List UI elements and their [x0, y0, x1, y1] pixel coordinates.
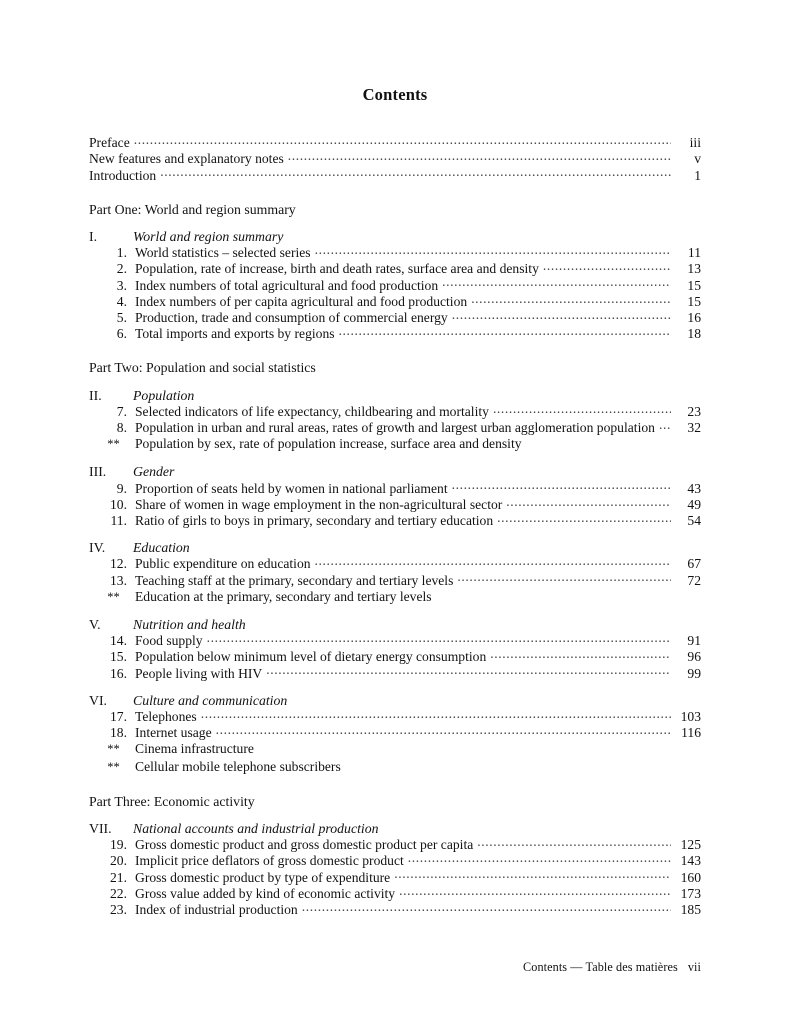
- section-title: Population: [133, 387, 195, 403]
- toc-entry-label: Telephones: [135, 709, 197, 725]
- dot-leader: [457, 572, 671, 585]
- section-roman-numeral: III.: [89, 464, 107, 480]
- page-title: Contents: [362, 85, 428, 104]
- toc-entry-label: Preface: [89, 135, 130, 151]
- toc-entry-number: 7.: [116, 403, 127, 419]
- section-title: National accounts and industrial production: [133, 821, 379, 837]
- toc-entry-row[interactable]: [89, 869, 701, 885]
- footer-label: Contents — Table des matières: [523, 960, 678, 974]
- toc-entry-label: Cinema infrastructure: [135, 741, 254, 757]
- toc-page-number: 23: [687, 403, 701, 419]
- toc-entry-number: 5.: [116, 309, 127, 325]
- page-footer: [89, 960, 701, 975]
- toc-entry-row[interactable]: [89, 244, 701, 260]
- section-title: Education: [133, 540, 190, 556]
- toc-entry-number: 15.: [110, 649, 127, 665]
- section-heading: [89, 388, 701, 403]
- toc-entry-row[interactable]: [89, 885, 701, 901]
- toc-page-number: 13: [687, 261, 701, 277]
- toc-front-matter-row[interactable]: [89, 167, 701, 183]
- toc-entry-row[interactable]: [89, 496, 701, 512]
- section-roman-numeral: I.: [89, 228, 98, 244]
- toc-entry-row: [89, 588, 701, 605]
- toc-entry-label: Population by sex, rate of population increase, surface area and density: [135, 436, 522, 452]
- toc-entry-row[interactable]: [89, 708, 701, 724]
- toc-entry-label: Population in urban and rural areas, rates of growth and largest urban agglomeration population: [135, 419, 655, 435]
- section-heading: [89, 617, 701, 632]
- toc-page-number: 103: [680, 709, 701, 725]
- toc-page-number: 43: [687, 480, 701, 496]
- toc-page-number: v: [694, 151, 701, 167]
- section-spacer: [89, 605, 701, 617]
- dot-leader: [302, 901, 671, 914]
- toc-entry-label: Selected indicators of life expectancy, childbearing and mortality: [135, 403, 489, 419]
- toc-entry-number: 8.: [116, 419, 127, 435]
- dot-leader: [288, 150, 671, 163]
- toc-entry-number: 2.: [116, 261, 127, 277]
- toc-entry-label: Index of industrial production: [135, 902, 298, 918]
- toc-entry-label: Gross domestic product by type of expenditure: [135, 869, 391, 885]
- toc-entry-row[interactable]: [89, 277, 701, 293]
- toc-entry-row[interactable]: [89, 309, 701, 325]
- section-spacer: [89, 681, 701, 693]
- toc-section: [89, 693, 701, 775]
- section-heading: [89, 229, 701, 244]
- toc-section: [89, 388, 701, 453]
- dot-leader: [339, 325, 671, 338]
- toc-entry-number: 17.: [110, 709, 127, 725]
- toc-entry-row[interactable]: [89, 512, 701, 528]
- dot-leader: [315, 244, 671, 257]
- toc-entry-row[interactable]: [89, 260, 701, 276]
- section-roman-numeral: IV.: [89, 540, 106, 556]
- toc-page-number: 49: [687, 496, 701, 512]
- toc-entry-label: Introduction: [89, 167, 157, 183]
- dot-leader: [408, 852, 671, 865]
- toc-entry-label: Proportion of seats held by women in national parliament: [135, 480, 448, 496]
- toc-entry-label: Education at the primary, secondary and tertiary levels: [135, 588, 432, 604]
- toc-page-number: 125: [680, 837, 701, 853]
- toc-page-number: 54: [687, 513, 701, 528]
- asterisk-marker: **: [107, 589, 120, 604]
- part-heading: Part Two: Population and social statistics: [89, 360, 316, 376]
- toc-entry-number: 20.: [110, 853, 127, 869]
- toc-entry-label: Index numbers of per capita agricultural and food production: [135, 293, 468, 309]
- toc-page-number: 72: [687, 572, 701, 588]
- toc-page-number: 67: [687, 556, 701, 572]
- asterisk-marker: **: [107, 759, 120, 774]
- toc-page-number: 15: [687, 293, 701, 309]
- toc-entry-row[interactable]: [89, 572, 701, 588]
- toc-page-number: 160: [680, 869, 701, 885]
- toc-page-number: 96: [687, 649, 701, 665]
- part-heading: Part One: World and region summary: [89, 201, 296, 217]
- toc-section: [89, 821, 701, 917]
- toc-entry-row[interactable]: [89, 555, 701, 571]
- toc-entry-label: Share of women in wage employment in the non-agricultural sector: [135, 496, 503, 512]
- toc-page-number: 11: [687, 245, 701, 261]
- toc-entry-row[interactable]: [89, 724, 701, 740]
- toc-entry-number: 10.: [110, 496, 127, 512]
- dot-leader: [207, 632, 671, 645]
- toc-entry-number: 1.: [116, 245, 127, 261]
- asterisk-marker: **: [107, 437, 120, 452]
- toc-entry-number: 19.: [110, 837, 127, 853]
- dot-leader: [543, 260, 671, 273]
- section-title: Culture and communication: [133, 692, 288, 708]
- toc-entry-number: 18.: [110, 725, 127, 741]
- toc-entry-row[interactable]: [89, 403, 701, 419]
- toc-page-number: 99: [687, 665, 701, 681]
- section-heading: [89, 821, 701, 836]
- toc-page-number: 32: [687, 419, 701, 435]
- toc-entry-label: Population below minimum level of dietary energy consumption: [135, 649, 487, 665]
- toc-page-number: 116: [681, 725, 701, 741]
- toc-entry-row[interactable]: [89, 480, 701, 496]
- section-roman-numeral: II.: [89, 387, 102, 403]
- toc-entry-label: Index numbers of total agricultural and food production: [135, 277, 439, 293]
- dot-leader: [452, 309, 671, 322]
- part-heading: Part Three: Economic activity: [89, 793, 255, 809]
- toc-entry-label: Ratio of girls to boys in primary, secondary and tertiary education: [135, 513, 494, 528]
- toc-entry-number: 12.: [110, 556, 127, 572]
- toc-entry-label: Cellular mobile telephone subscribers: [135, 758, 341, 774]
- toc-entry-row: [89, 758, 701, 775]
- toc-entry-number: 13.: [110, 572, 127, 588]
- toc-entry-number: 11.: [110, 513, 127, 528]
- toc-entry-number: 21.: [110, 869, 127, 885]
- dot-leader: [490, 648, 671, 661]
- toc-entry-number: 3.: [116, 277, 127, 293]
- dot-leader: [216, 724, 671, 737]
- toc-entry-number: 9.: [116, 480, 127, 496]
- toc-section: [89, 540, 701, 605]
- toc-entry-row: [89, 435, 701, 452]
- dot-leader: [471, 293, 671, 306]
- toc-entry-number: 16.: [110, 665, 127, 681]
- dot-leader: [266, 665, 671, 678]
- dot-leader: [442, 277, 671, 290]
- toc-entry-label: World statistics – selected series: [135, 245, 311, 261]
- toc-entry-row[interactable]: [89, 665, 701, 681]
- toc-entry-row[interactable]: [89, 648, 701, 664]
- toc-front-matter-row[interactable]: [89, 134, 701, 150]
- dot-leader: [315, 555, 671, 568]
- toc-section: [89, 464, 701, 528]
- toc-entry-label: Gross domestic product and gross domestic product per capita: [135, 837, 474, 853]
- section-heading: [89, 693, 701, 708]
- dot-leader: [160, 167, 671, 180]
- front-matter-list: [89, 134, 701, 183]
- toc-entry-label: Production, trade and consumption of commercial energy: [135, 309, 448, 325]
- toc-page-number: 1: [694, 167, 701, 183]
- toc-entry-label: Population, rate of increase, birth and death rates, surface area and density: [135, 261, 539, 277]
- dot-leader: [477, 836, 671, 849]
- toc-entry-number: 14.: [110, 633, 127, 649]
- section-title: World and region summary: [133, 228, 284, 244]
- toc-entry-number: 22.: [110, 885, 127, 901]
- toc-entry-row[interactable]: [89, 419, 701, 435]
- toc-entry-row[interactable]: [89, 836, 701, 852]
- section-title: Nutrition and health: [133, 617, 246, 633]
- toc-front-matter-row[interactable]: [89, 150, 701, 166]
- dot-leader: [506, 496, 671, 509]
- toc-entry-label: People living with HIV: [135, 665, 263, 681]
- toc-entry-label: Internet usage: [135, 725, 212, 741]
- section-roman-numeral: VI.: [89, 692, 108, 708]
- toc-entry-label: Food supply: [135, 633, 203, 649]
- section-heading: [89, 464, 701, 479]
- toc-entry-row[interactable]: [89, 852, 701, 868]
- toc-entry-label: Gross value added by kind of economic activity: [135, 885, 396, 901]
- section-roman-numeral: V.: [89, 617, 101, 633]
- dot-leader: [201, 708, 671, 721]
- toc-entry-row[interactable]: [89, 293, 701, 309]
- toc-entry-row[interactable]: [89, 632, 701, 648]
- section-spacer: [89, 452, 701, 464]
- dot-leader: [452, 480, 671, 493]
- dot-leader: [134, 134, 671, 147]
- toc-page-number: 91: [687, 633, 701, 649]
- table-of-contents: [89, 86, 701, 917]
- section-roman-numeral: VII.: [89, 821, 112, 837]
- toc-page-number: iii: [689, 135, 701, 151]
- section-spacer: [89, 528, 701, 540]
- toc-page-number: 143: [680, 853, 701, 869]
- toc-entry-number: 4.: [116, 293, 127, 309]
- toc-entry-number: 6.: [116, 326, 127, 342]
- toc-page-number: 18: [687, 326, 701, 342]
- dot-leader: [399, 885, 671, 898]
- toc-section: [89, 617, 701, 681]
- asterisk-marker: **: [107, 742, 120, 757]
- toc-page-number: 173: [680, 885, 701, 901]
- toc-entry-row[interactable]: [89, 325, 701, 341]
- toc-entry-number: 23.: [110, 902, 127, 918]
- dot-leader: [493, 403, 671, 416]
- toc-entry-label: Teaching staff at the primary, secondary and tertiary levels: [135, 572, 454, 588]
- toc-entry-row[interactable]: [89, 901, 701, 917]
- parts-list: [89, 202, 701, 918]
- section-title: Gender: [133, 464, 175, 480]
- toc-entry-label: Total imports and exports by regions: [135, 326, 335, 342]
- toc-page-number: 185: [680, 902, 701, 918]
- toc-page-number: 16: [687, 309, 701, 325]
- toc-entry-label: Public expenditure on education: [135, 556, 311, 572]
- dot-leader: [659, 419, 671, 432]
- footer-page-number: vii: [687, 960, 701, 974]
- toc-section: [89, 229, 701, 341]
- dot-leader: [497, 512, 671, 525]
- toc-entry-label: New features and explanatory notes: [89, 151, 284, 167]
- dot-leader: [394, 869, 671, 882]
- toc-entry-row: [89, 740, 701, 757]
- section-heading: [89, 540, 701, 555]
- toc-entry-label: Implicit price deflators of gross domestic product: [135, 853, 404, 869]
- toc-page-number: 15: [687, 277, 701, 293]
